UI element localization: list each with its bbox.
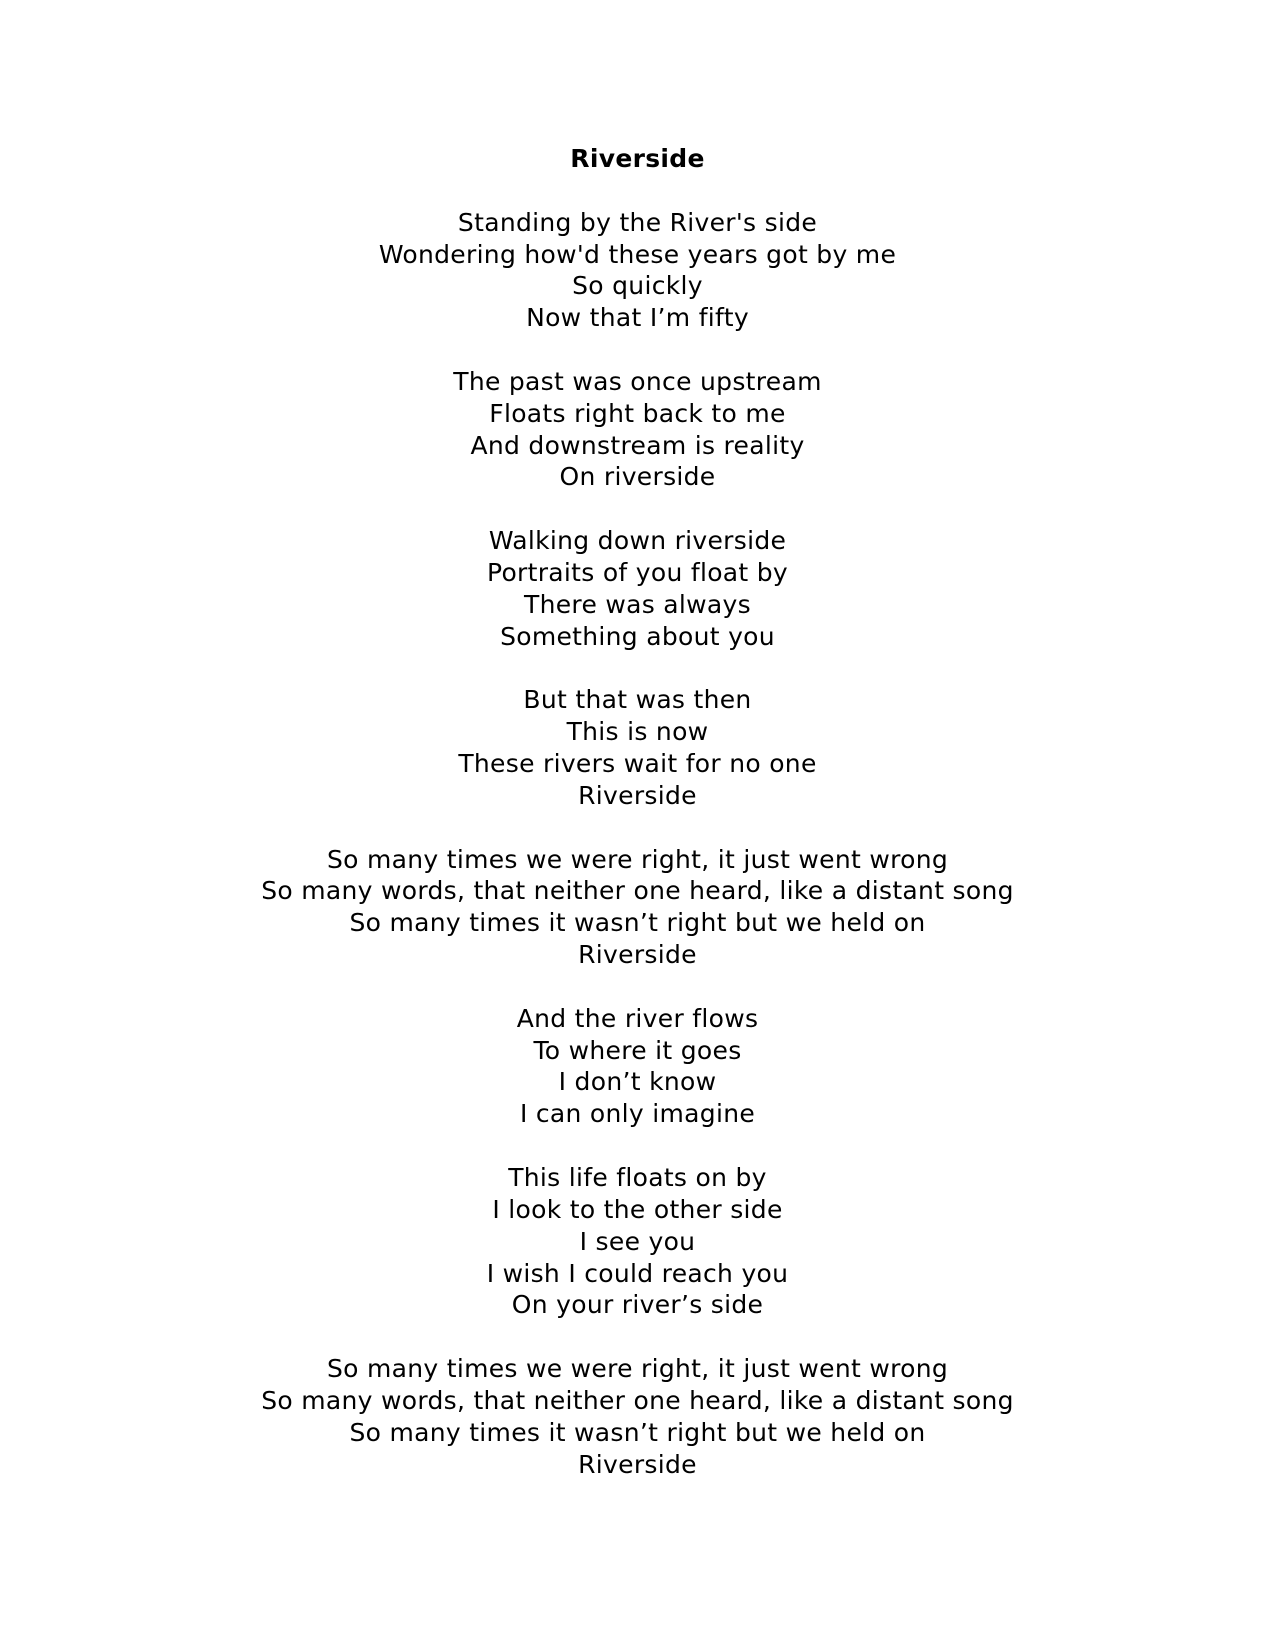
lyric-line: I look to the other side: [492, 1194, 783, 1224]
lyric-line: So quickly: [572, 271, 703, 301]
lyric-line: This life floats on by: [508, 1163, 767, 1192]
stanza-6: [0, 1003, 1275, 1130]
lyric-line: So many times we were right, it just went wrong: [326, 1354, 949, 1384]
lyric-line: The past was once upstream: [453, 366, 822, 396]
lyric-line: To where it goes: [533, 1035, 742, 1065]
lyric-line: So many words, that neither one heard, like a distant song: [261, 876, 1014, 906]
lyric-line: Riverside: [578, 940, 697, 970]
lyric-line: On riverside: [559, 462, 716, 492]
stanza-8-chorus: [0, 1353, 1275, 1480]
lyric-line: Wondering how'd these years got by me: [378, 239, 897, 269]
lyric-line: I wish I could reach you: [486, 1258, 789, 1288]
lyric-line: I see you: [579, 1226, 696, 1256]
lyric-line: So many words, that neither one heard, like a distant song: [261, 1385, 1014, 1415]
lyric-line: Standing by the River's side: [457, 207, 818, 237]
lyric-line: So many times it wasn’t right but we held on: [349, 908, 926, 938]
lyric-line: On your river’s side: [511, 1290, 764, 1320]
lyric-line: Now that I’m fifty: [526, 303, 749, 333]
lyric-line: Riverside: [578, 1449, 697, 1479]
lyric-line: This is now: [566, 717, 709, 747]
stanza-5-chorus: [0, 844, 1275, 971]
lyric-line: And downstream is reality: [470, 430, 805, 460]
stanza-3: [0, 525, 1275, 652]
lyric-line: I don’t know: [558, 1067, 717, 1097]
lyric-line: And the river flows: [516, 1003, 759, 1033]
stanza-7: [0, 1162, 1275, 1321]
lyric-line: Portraits of you float by: [486, 557, 789, 587]
lyric-line: There was always: [524, 589, 751, 619]
lyric-line: But that was then: [523, 685, 752, 715]
lyric-line: Something about you: [500, 621, 775, 651]
stanza-4: [0, 684, 1275, 811]
lyric-line: These rivers wait for no one: [458, 749, 817, 779]
lyrics-body: [0, 143, 1275, 1480]
lyric-line: I can only imagine: [519, 1099, 756, 1129]
lyric-line: Floats right back to me: [489, 398, 786, 428]
stanza-2: [0, 366, 1275, 493]
lyric-line: Riverside: [578, 780, 697, 810]
lyric-line: So many times we were right, it just went wrong: [326, 844, 949, 874]
lyric-line: Walking down riverside: [488, 526, 787, 556]
lyric-line: So many times it wasn’t right but we held on: [349, 1417, 926, 1447]
stanza-1: [0, 207, 1275, 334]
song-title: Riverside: [570, 144, 705, 173]
